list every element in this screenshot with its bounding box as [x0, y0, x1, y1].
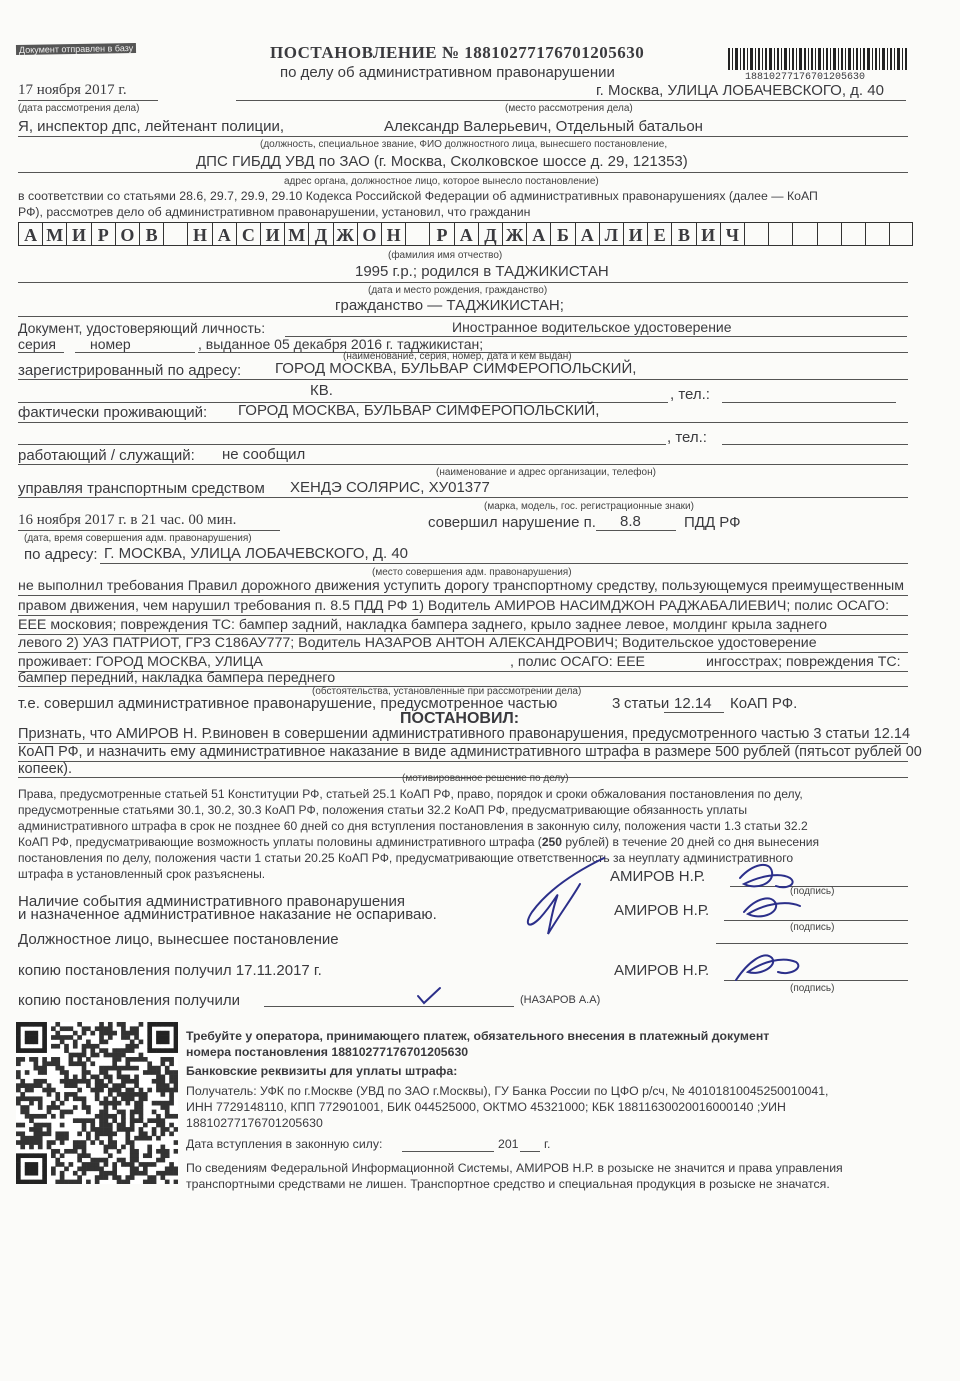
name-letter-cell: Ч: [720, 222, 744, 246]
reg-label: зарегистрированный по адресу:: [18, 362, 242, 379]
circumstances-2: правом движения, чем нарушил требования п. 8.5 ПДД РФ 1) Водитель АМИРОВ НАСИМДЖОН РАДЖАБАЛИЕВИЧ; полис ОСАГО:: [18, 598, 890, 614]
decision-heading: ПОСТАНОВИЛ:: [400, 710, 520, 727]
inspector-rank: Я, инспектор дпс, лейтенант полиции,: [18, 118, 285, 135]
sent-stamp: Документ отправлен в базу: [16, 43, 136, 55]
place-caption: (место рассмотрения дела): [505, 103, 633, 114]
rights-3: административного штрафа в срок не позднее 60 дней со дня вступления постановления в законную силу, положения части 1.3 статьи 32.2: [18, 819, 808, 833]
effective-year-suffix: г.: [544, 1137, 551, 1151]
name-letter-cell: И: [66, 222, 90, 246]
work-value: не сообщил: [222, 446, 306, 463]
received-others: копию постановления получили: [18, 992, 241, 1009]
summary-part: 3: [612, 695, 621, 712]
page-subtitle: по делу об административном правонарушении: [280, 64, 615, 81]
name-letter-cell: [865, 222, 889, 246]
number-label: номер: [90, 336, 131, 352]
circumstances-5c: ингосстрах; повреждения ТС:: [706, 654, 901, 670]
authority: ДПС ГИБДД УВД по ЗАО (г. Москва, Сколковское шоссе д. 29, 121353): [196, 153, 688, 170]
sign-caption-1: (подпись): [790, 886, 835, 897]
pdd-label: ПДД РФ: [684, 514, 741, 531]
received-copy: копию постановления получил 17.11.2017 г.: [18, 962, 322, 979]
name-letter-cell: М: [42, 222, 66, 246]
violation-address-label: по адресу:: [24, 546, 98, 563]
summary-koap: КоАП РФ.: [730, 695, 798, 712]
circumstances-1: не выполнил требования Правил дорожного движения уступить дорогу транспортному средству, пользующемуся преимущественным: [18, 578, 904, 594]
circumstances-4: левого 2) УАЗ ПАТРИОТ, ГРЗ С186АУ777; Водитель НАЗАРОВ АНТОН АЛЕКСАНДРОВИЧ; Водительское удостоверение: [18, 635, 817, 651]
name-letter-cell: А: [526, 222, 550, 246]
name-letter-cell: Ж: [502, 222, 526, 246]
sign-caption-3: (подпись): [790, 983, 835, 994]
name-letter-cell: Л: [599, 222, 623, 246]
circumstances-3: ЕЕЕ московия; повреждения ТС: бампер задний, накладка бампера заднего, крыло заднее левое, молдинг крыла заднего: [18, 617, 828, 633]
date-caption: (дата рассмотрения дела): [18, 103, 140, 114]
review-place: г. Москва, УЛИЦА ЛОБАЧЕВСКОГО, д. 40: [596, 82, 884, 99]
name-letter-cell: [163, 222, 187, 246]
name-letter-cell: Д: [308, 222, 332, 246]
rights-6: штрафа в установленный срок разъяснены.: [18, 867, 266, 881]
name-letter-cell: А: [18, 222, 42, 246]
series-label: серия: [18, 336, 56, 352]
rights-4: [18, 835, 819, 849]
bank-details-2: ИНН 7729148110, КПП 772901001, БИК 044525000, ОКТМО 45321000; КБК 18811630020016000140 ;УИН: [186, 1100, 786, 1114]
rights-1: Права, предусмотренные статьей 51 Конституции РФ, статьей 25.1 КоАП РФ, право, порядок и сроки обжалования постановления по делу,: [18, 787, 803, 801]
vehicle-caption: (марка, модель, гос. регистрационные знаки): [484, 501, 694, 512]
offender-citizenship: гражданство — ТАДЖИКИСТАН;: [335, 297, 564, 314]
effective-year: 201: [498, 1137, 519, 1151]
name-letter-cell: И: [623, 222, 647, 246]
name-letter-cell: Ж: [333, 222, 357, 246]
fis-status-2: транспортными средствами не лишен. Транспортное средство и специальная продукция в розыске не значатся.: [186, 1177, 830, 1191]
id-doc-value: Иностранное водительское удостоверение: [452, 319, 732, 335]
official-label: Должностное лицо, вынесшее постановление: [18, 931, 339, 948]
name-letter-cell: В: [139, 222, 163, 246]
name-letter-cell: О: [115, 222, 139, 246]
barcode: [728, 48, 908, 70]
reg-apt: КВ.: [310, 382, 333, 399]
live-tel-label: , тел.:: [667, 429, 707, 446]
name-letter-cell: [768, 222, 792, 246]
name-letter-cell: Н: [381, 222, 405, 246]
name-letter-cell: [889, 222, 913, 246]
violation-address: Г. МОСКВА, УЛИЦА ЛОБАЧЕВСКОГО, Д. 40: [104, 545, 409, 562]
nazarov-caption: (НАЗАРОВ А.А): [520, 994, 601, 1006]
rights-half-fine: 250: [541, 835, 562, 849]
qr-code: [16, 1022, 178, 1184]
circumstances-5b: , полис ОСАГО: ЕЕЕ: [510, 654, 646, 670]
name-letter-cell: Д: [478, 222, 502, 246]
agree-2: и назначенное административное наказание не оспариваю.: [18, 906, 437, 923]
name-letter-cell: Е: [647, 222, 671, 246]
name-letter-cell: [817, 222, 841, 246]
name-letter-cell: О: [357, 222, 381, 246]
decision-1: Признать, что АМИРОВ Н. Р.виновен в совершении административного правонарушения, предусмотренного частью 3 статьи 12.14: [18, 726, 911, 742]
qr-code-image: [16, 1022, 178, 1184]
name-letter-cell: И: [696, 222, 720, 246]
live-value: ГОРОД МОСКВА, БУЛЬВАР СИМФЕРОПОЛЬСКИЙ,: [238, 402, 600, 419]
legal-basis-2: РФ), рассмотрев дело об административном правонарушении, установил, что гражданин: [18, 205, 531, 219]
violation-datetime: 16 ноября 2017 г. в 21 час. 00 мин.: [18, 512, 237, 528]
name-caption: (фамилия имя отчество): [388, 250, 503, 261]
name-letter-cell: [405, 222, 429, 246]
agree-1: Наличие события административного правонарушения: [18, 893, 406, 910]
vehicle-value: ХЕНДЭ СОЛЯРИС, ХУ01377: [290, 479, 490, 496]
barcode-number: 18810277176701205630: [745, 72, 866, 83]
payment-requirement-1: Требуйте у оператора, принимающего платеж, обязательного внесения в платежный документ: [186, 1029, 770, 1043]
bank-heading: Банковские реквизиты для уплаты штрафа:: [186, 1064, 458, 1078]
signer-name-3: АМИРОВ Н.Р.: [614, 962, 710, 979]
signer-name-1: АМИРОВ Н.Р.: [610, 868, 706, 885]
name-letter-cell: Б: [550, 222, 574, 246]
bank-details-3: 18810277176701205630: [186, 1116, 323, 1130]
signer-name-2: АМИРОВ Н.Р.: [614, 902, 710, 919]
summary-article-label: статьи: [624, 695, 670, 712]
name-letter-cell: А: [575, 222, 599, 246]
decision-2: КоАП РФ, и назначить ему административное наказание в виде административного штрафа в размере 500 рублей (пятьсот рублей 00: [18, 744, 922, 760]
rights-2: предусмотренные статьями 30.1, 30.2, 30.3 КоАП РФ, положения статьи 32.2 КоАП РФ, предусматривающие обязанность уплаты: [18, 803, 748, 817]
name-letter-cell: А: [212, 222, 236, 246]
payment-requirement-2: номера постановления 18810277176701205630: [186, 1045, 469, 1059]
name-letter-cell: [841, 222, 865, 246]
work-label: работающий / служащий:: [18, 447, 195, 464]
work-caption: (наименование и адрес организации, телефон): [436, 467, 656, 478]
bank-details-1: Получатель: УФК по г.Москве (УВД по ЗАО г.Москвы), ГУ Банка России по ЦФО р/сч, № 40101810045250010041,: [186, 1084, 829, 1098]
summary-article: 12.14: [674, 695, 712, 712]
name-letter-cell: И: [260, 222, 284, 246]
doc-caption: (наименование, серия, номер, дата и кем выдан): [343, 351, 572, 362]
datetime-caption: (дата, время совершения адм. правонарушения): [24, 533, 252, 544]
violation-committed: совершил нарушение п.: [428, 514, 596, 531]
name-letter-cell: Р: [91, 222, 115, 246]
sign-caption-2: (подпись): [790, 922, 835, 933]
fis-status-1: По сведениям Федеральной Информационной Системы, АМИРОВ Н.Р. в розыске не значится и права управления: [186, 1161, 843, 1175]
name-letter-cell: М: [284, 222, 308, 246]
birth-caption: (дата и место рождения, гражданство): [368, 285, 548, 296]
name-letter-cell: [792, 222, 816, 246]
rights-4a: КоАП РФ, предусматривающие возможность уплаты половины административного штрафа (: [18, 835, 542, 849]
reg-value: ГОРОД МОСКВА, БУЛЬВАР СИМФЕРОПОЛЬСКИЙ,: [275, 360, 637, 377]
circumstances-6: бампер передний, накладка бампера переднего: [18, 670, 336, 686]
live-label: фактически проживающий:: [18, 404, 208, 421]
decision-caption: (мотивированное решение по делу): [402, 773, 569, 784]
offender-birth: 1995 г.р.; родился в ТАДЖИКИСТАН: [355, 263, 609, 280]
id-doc-label: Документ, удостоверяющий личность:: [18, 320, 266, 336]
inspector-caption: (должность, специальное звание, ФИО должностного лица, вынесшего постановление,: [260, 139, 668, 150]
address-caption: (место совершения адм. правонарушения): [372, 567, 572, 578]
circumstances-5a: проживает: ГОРОД МОСКВА, УЛИЦА: [18, 654, 263, 670]
name-letter-cell: С: [236, 222, 260, 246]
summary-text: т.е. совершил административное правонарушение, предусмотренное частью: [18, 695, 558, 712]
name-letter-cell: [744, 222, 768, 246]
name-letter-cell: Р: [429, 222, 453, 246]
rights-5: постановления по делу, положения части 1 статьи 20.25 КоАП РФ, предусматривающие ответственность за неуплату административного: [18, 851, 794, 865]
circ-caption: (обстоятельства, установленные при рассмотрении дела): [312, 686, 582, 697]
barcode-image: [728, 48, 908, 70]
name-letter-cell: Н: [187, 222, 211, 246]
decision-3: копеек).: [18, 761, 73, 777]
authority-caption: адрес органа, должностное лицо, которое вынесло постановление): [284, 176, 599, 187]
rights-4c: рублей) в течение 20 дней со дня вынесения: [562, 835, 820, 849]
name-letter-cell: В: [671, 222, 695, 246]
effective-date-label: Дата вступления в законную силу:: [186, 1137, 383, 1151]
pdd-point: 8.8: [620, 513, 641, 530]
legal-basis-1: в соответствии со статьями 28.6, 29.7, 29.9, 29.10 Кодекса Российской Федерации об административных правонарушениях (далее — КоАП: [18, 189, 818, 203]
review-date: 17 ноября 2017 г.: [18, 82, 127, 98]
name-letter-cell: А: [454, 222, 478, 246]
id-issued: , выданное 05 декабря 2016 г. таджикистан;: [198, 336, 484, 352]
vehicle-label: управляя транспортным средством: [18, 480, 265, 497]
page-title: ПОСТАНОВЛЕНИЕ № 18810277176701205630: [270, 43, 645, 62]
inspector-name: Александр Валерьевич, Отдельный батальон: [384, 118, 703, 135]
reg-tel-label: , тел.:: [670, 386, 710, 403]
